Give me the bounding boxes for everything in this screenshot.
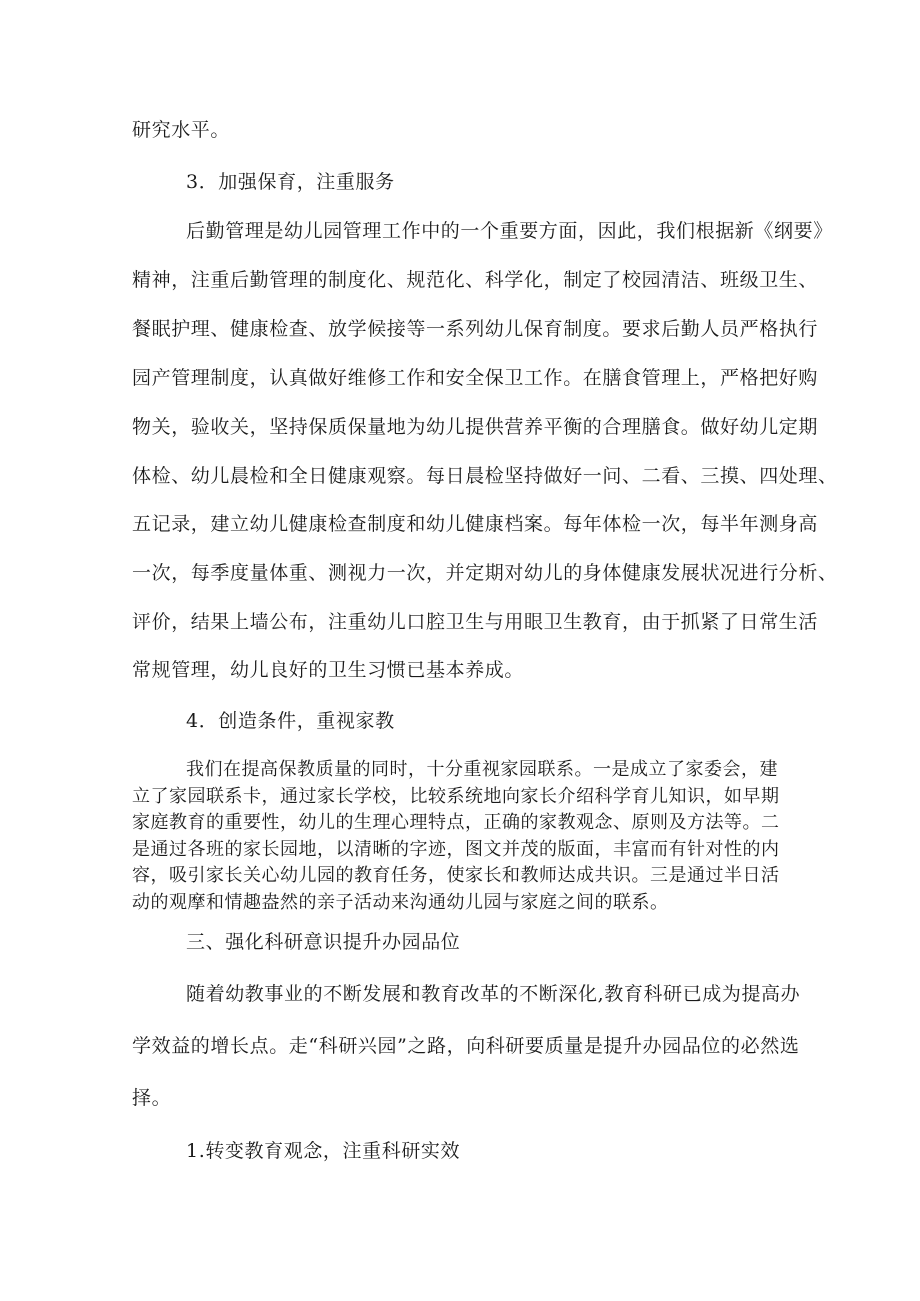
- paragraph-line: 物关，验收关，坚持保质保量地为幼儿提供营养平衡的合理膳食。做好幼儿定期: [132, 416, 819, 438]
- section-heading: 4．创造条件，重视家教: [186, 710, 395, 732]
- section-heading: 三、强化科研意识提升办园品位: [186, 931, 461, 953]
- paragraph-line: 动的观摩和情趣盎然的亲子活动来沟通幼儿园与家庭之间的联系。: [132, 892, 669, 913]
- section-heading: 3．加强保育，注重服务: [186, 171, 395, 193]
- paragraph-line: 学效益的增长点。走“科研兴园”之路，向科研要质量是提升办园品位的必然选: [132, 1035, 800, 1057]
- paragraph-line: 随着幼教事业的不断发展和教育改革的不断深化,教育科研已成为提高办: [186, 983, 801, 1005]
- paragraph-line: 立了家园联系卡，通过家长学校，比较系统地向家长介绍科学育儿知识，如早期: [132, 786, 780, 807]
- paragraph-line: 常规管理，幼儿良好的卫生习惯已基本养成。: [132, 659, 525, 681]
- paragraph-line: 家庭教育的重要性，幼儿的生理心理特点，正确的家教观念、原则及方法等。二: [132, 812, 780, 833]
- paragraph-line: 精神，注重后勤管理的制度化、规范化、科学化，制定了校园清洁、班级卫生、: [132, 269, 819, 291]
- paragraph-line: 五记录，建立幼儿健康检查制度和幼儿健康档案。每年体检一次，每半年测身高: [132, 513, 819, 535]
- paragraph-line: 餐眠护理、健康检查、放学候接等一系列幼儿保育制度。要求后勤人员严格执行: [132, 318, 819, 340]
- paragraph-line: 容，吸引家长关心幼儿园的教育任务，使家长和教师达成共识。三是通过半日活: [132, 865, 780, 886]
- paragraph-line: 一次，每季度量体重、测视力一次，并定期对幼儿的身体健康发展状况进行分析、: [132, 562, 838, 584]
- section-heading: 1.转变教育观念，注重科研实效: [186, 1140, 461, 1162]
- paragraph-line: 我们在提高保教质量的同时，十分重视家园联系。一是成立了家委会，建: [186, 759, 778, 780]
- paragraph-line: 是通过各班的家长园地，以清晰的字迹，图文并茂的版面，丰富而有针对性的内: [132, 839, 780, 860]
- paragraph-line: 后勤管理是幼儿园管理工作中的一个重要方面，因此，我们根据新《纲要》: [186, 220, 833, 242]
- paragraph-line: 择。: [132, 1087, 172, 1109]
- paragraph-line: 研究水平。: [132, 119, 231, 141]
- paragraph-line: 体检、幼儿晨检和全日健康观察。每日晨检坚持做好一问、二看、三摸、四处理、: [132, 465, 838, 487]
- paragraph-line: 园产管理制度，认真做好维修工作和安全保卫工作。在膳食管理上，严格把好购: [132, 367, 819, 389]
- paragraph-line: 评价，结果上墙公布，注重幼儿口腔卫生与用眼卫生教育，由于抓紧了日常生活: [132, 611, 819, 633]
